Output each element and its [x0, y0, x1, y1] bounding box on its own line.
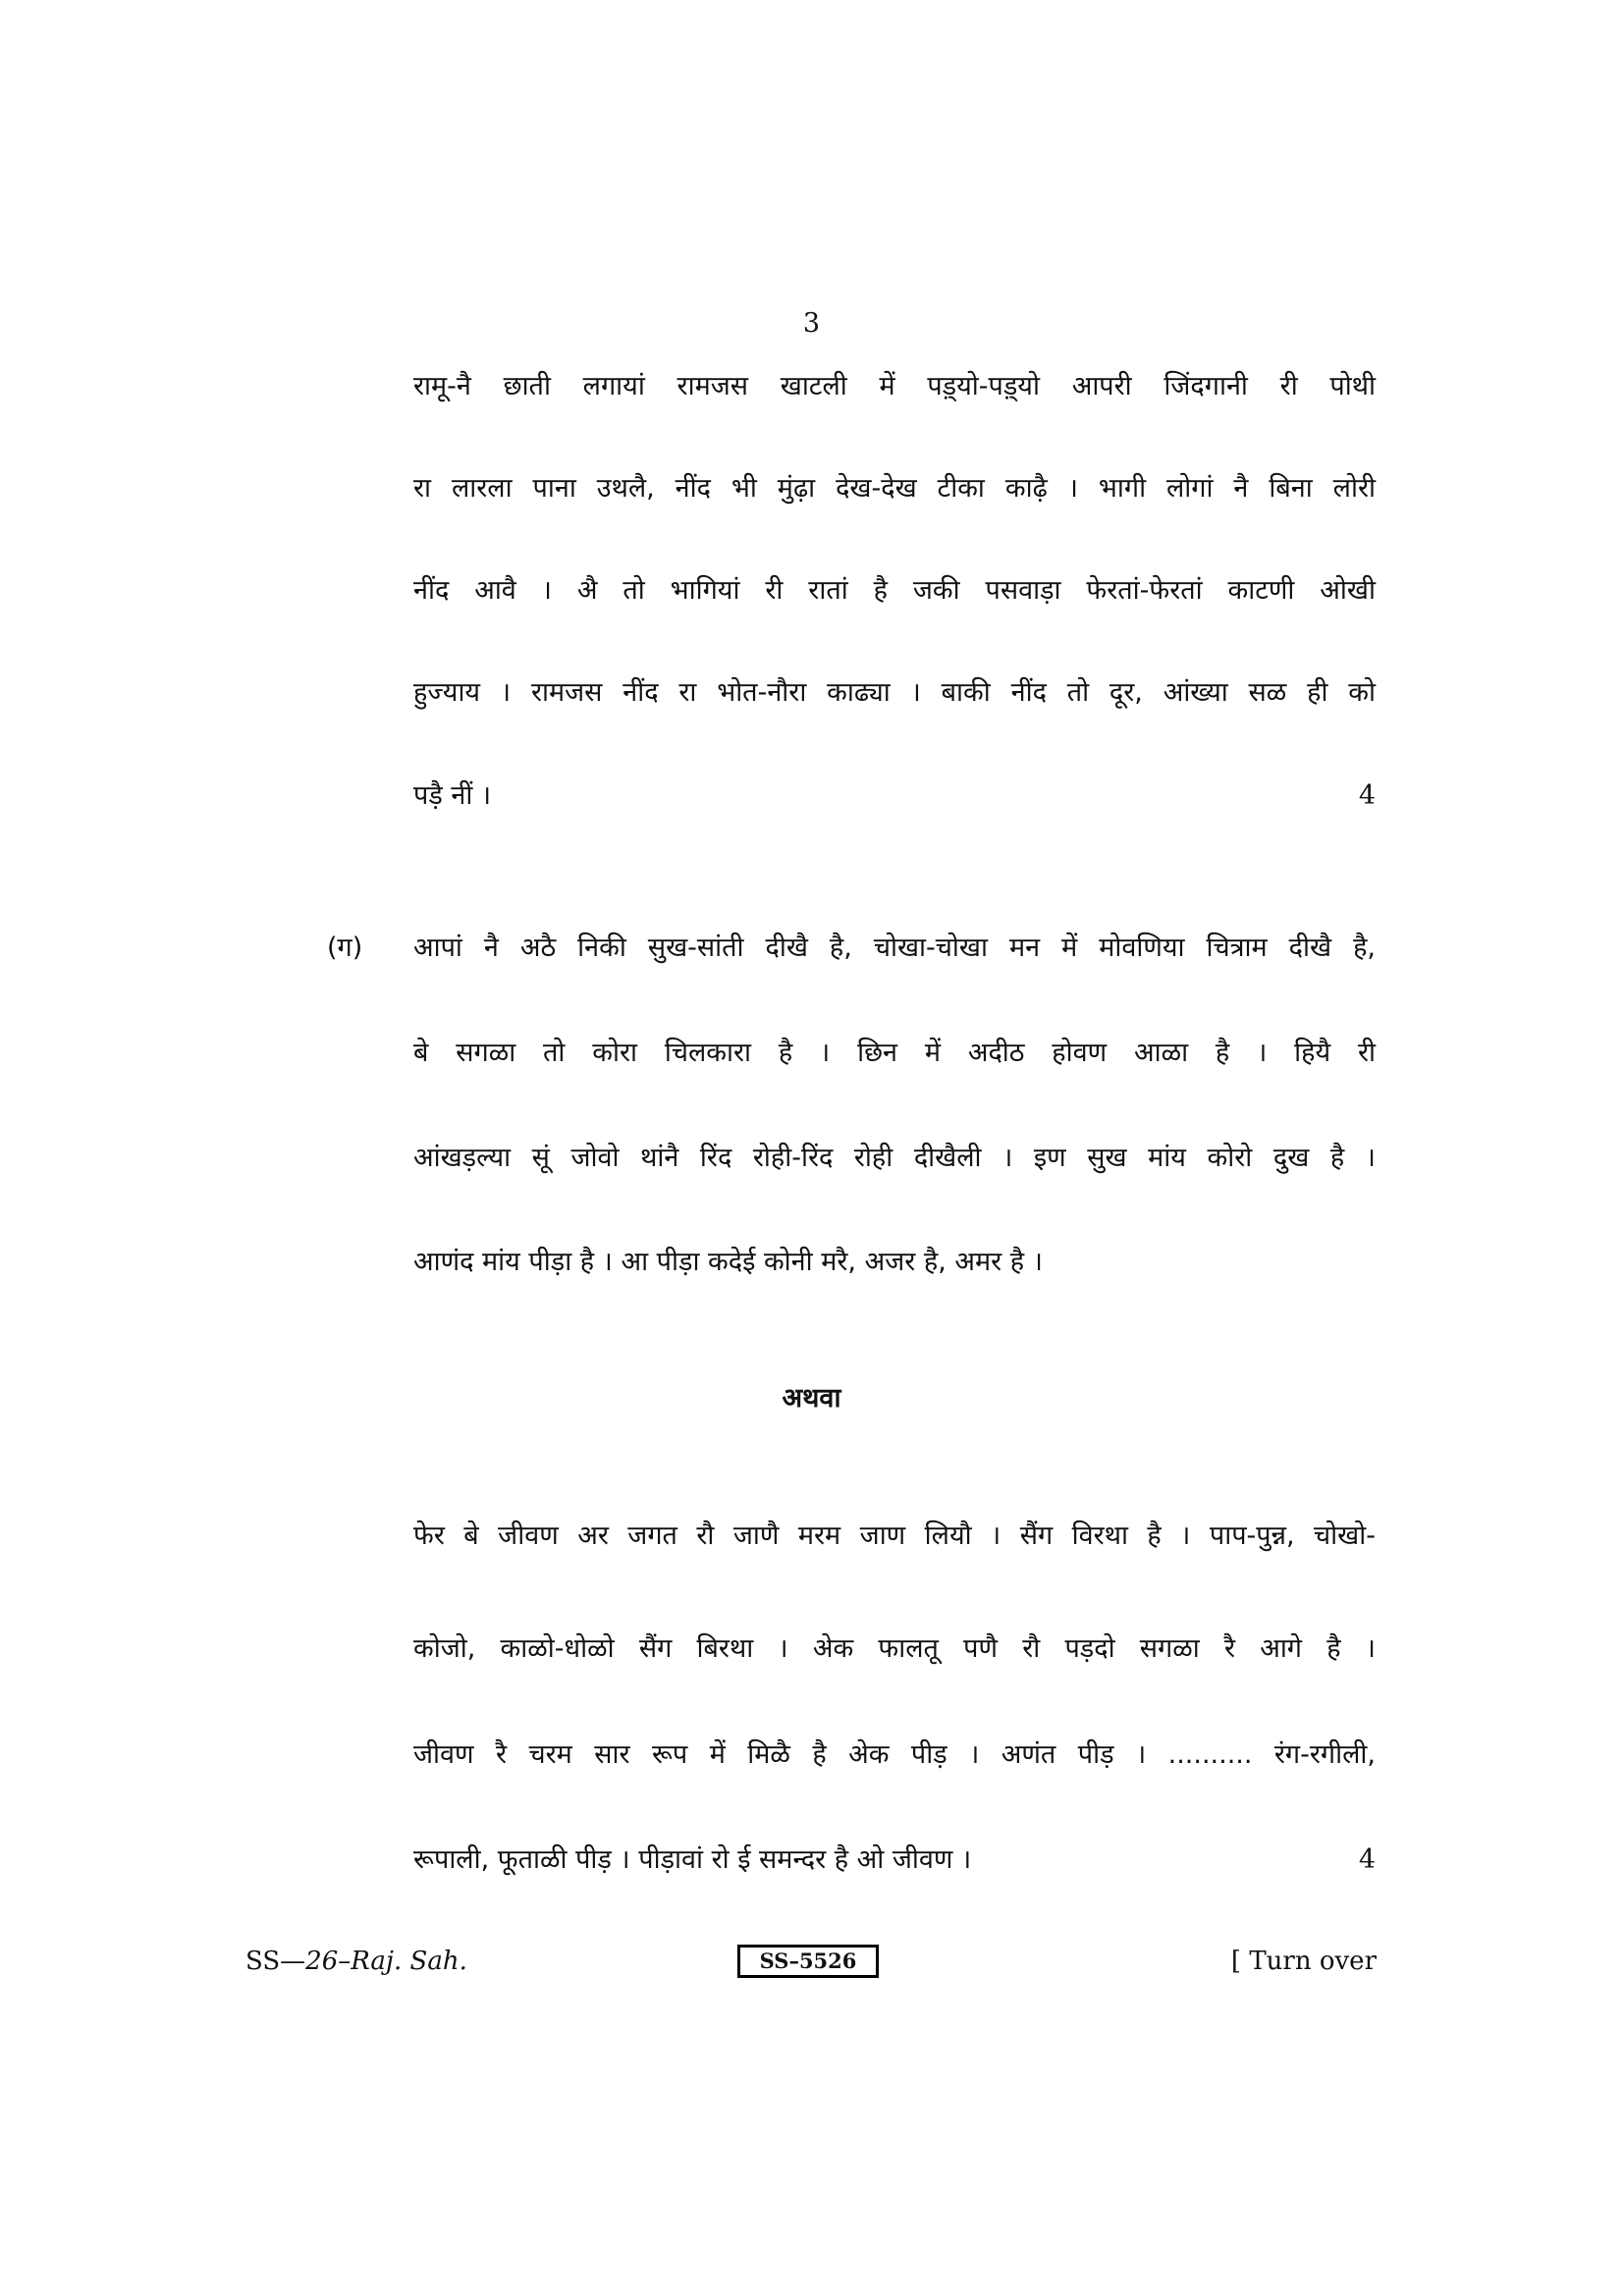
- paper-code-prefix: SS—: [245, 1947, 306, 1976]
- paper-code-box: SS–5526: [737, 1945, 879, 1978]
- paper-code-subject: 26–Raj. Sah.: [305, 1947, 467, 1976]
- passage-line: हुज्याय । रामजस नींद रा भोत-नौरा काढ्या । बाकी नींद तो दूर, आंख्या सळ ही को: [413, 677, 1376, 708]
- passage-line: रामू-नै छाती लगायां रामजस खाटली में पड़्यो-पड़्यो आपरी जिंदगानी री पोथी: [413, 371, 1376, 401]
- question-label: (ग): [327, 933, 363, 963]
- passage-line: आपां नै अठै निकी सुख-सांती दीखै है, चोखा-चोखा मन में मोवणिया चित्राम दीखै है,: [413, 933, 1376, 963]
- turn-over-label: [ Turn over: [1230, 1947, 1377, 1976]
- passage-line: नींद आवै । अै तो भागियां री रातां है जकी पसवाड़ा फेरतां-फेरतां काटणी ओखी: [413, 575, 1376, 606]
- marks-label: 4: [1358, 780, 1376, 811]
- passage-line: पड़ै नीं ।: [413, 780, 492, 811]
- passage-line: रूपाली, फूताळी पीड़ । पीड़ावां रो ई समन्दर है ओ जीवण ।: [413, 1844, 972, 1875]
- passage-line: बे सगळा तो कोरा चिलकारा है । छिन में अदीठ होवण आळा है । हियै री: [413, 1038, 1376, 1068]
- page-footer: [245, 1944, 1377, 1979]
- passage-line: जीवण रै चरम सार रूप में मिळै है अेक पीड़ । अणंत पीड़ । .......... रंग-रगीली,: [413, 1739, 1376, 1770]
- passage-line: रा लारला पाना उथलै, नींद भी मुंढ़ा देख-देख टीका काढ़ै । भागी लोगां नै बिना लोरी: [413, 473, 1376, 504]
- passage-line: फेर बे जीवण अर जगत रौ जाणै मरम जाण लियौ । सैंग विरथा है । पाप-पुन्न, चोखो-: [413, 1521, 1376, 1551]
- passage-line: आंखड़ल्या सूं जोवो थांनै रिंद रोही-रिंद रोही दीखैली । इण सुख मांय कोरो दुख है ।: [413, 1143, 1376, 1173]
- page-number: 3: [802, 308, 821, 339]
- passage-line: आणंद मांय पीड़ा है । आ पीड़ा कदेई कोनी मरै, अजर है, अमर है ।: [413, 1247, 1043, 1277]
- marks-label: 4: [1358, 1844, 1376, 1875]
- passage-line: कोजो, काळो-धोळो सैंग बिरथा । अेक फालतू पणै रौ पड़दो सगळा रै आगे है ।: [413, 1633, 1376, 1664]
- paper-code-text: [245, 1944, 467, 1979]
- or-heading: अथवा: [782, 1383, 841, 1414]
